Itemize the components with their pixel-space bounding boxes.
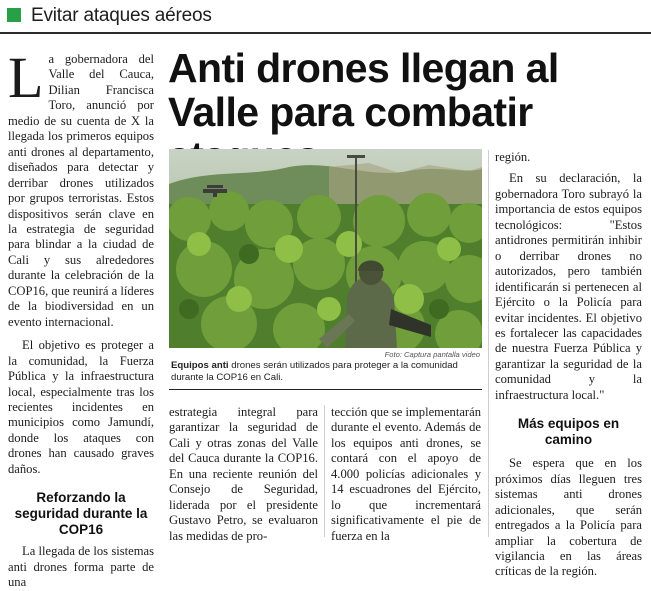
caption-divider [169,389,482,390]
subhead-more-equipment: Más equipos en camino [517,416,620,448]
right-paragraph-1: región. [495,150,531,164]
news-photo [169,149,482,348]
caption-text: drones serán utilizados para proteger a la comunidad durante la COP16 en Cali. [171,360,458,383]
drop-cap: L [8,45,44,110]
middle-paragraph-1: estrategia integral para garantizar la seguridad de Cali y otras zonas del Valle del Cauca durante la COP16. En una reciente reunión del Consejo de Seguridad, liderada por el presidente Gustavo Petro, se evaluaron las medidas de pro- [169,405,318,543]
section-label: Evitar ataques aéreos [31,5,212,26]
headline: Anti drones llegan al Valle para combatir [168,45,559,135]
right-paragraph-2: En su declaración, la gobernadora Toro subrayó la importancia de estos equipos tecnológicos: "Estos antidrones permitirán inhibir o derribar drones no autorizados, pero también identificarán si pertenecen al Ejército o la Policía para evitar incidentes. El objetivo es fortalecer las capacidades de nuestra Fuerza Pública y garantizar la seguridad de la comunidad y la infraestructura local." [495,171,642,402]
caption-bold: Equipos anti [171,360,229,371]
section-marker [7,8,21,22]
middle-column-2 [331,405,481,544]
section-divider [0,32,651,34]
column-divider-right [488,150,489,537]
right-paragraph-3: Se espera que en los próximos días lleguen tres sistemas anti drones adicionales, que serán entregados a la Policía para ampliar la cobertura de vigilancia en las áreas críticas de la región. [495,456,642,579]
column-divider [324,405,325,537]
middle-column-1 [169,405,318,544]
subhead-cop16: Reforzando la seguridad durante la COP16 [14,490,148,538]
left-paragraph-3: La llegada de los sistemas anti drones forma parte de una [8,544,154,590]
photo-credit: Foto: Captura pantalla video [384,350,480,359]
photo-caption [171,360,481,383]
lead-text: a gobernadora del Valle del Cauca, Dilian Francisca Toro, anunció por medio de su cuenta de X la llegada los primeros equipos anti drones al departamento, diseñados para detectar y derribar drones utilizados por grupos terroristas. Estos dispositivos serán clave en la estrategia de seguridad para blindar a la ciudad de Cali y sus alrededores durante la celebración de la COP16, que reunirá a líderes de la biodiversidad en un evento internacional. [8,52,154,329]
left-column [8,45,154,591]
right-column [495,150,642,580]
left-paragraph-2: El objetivo es proteger a la comunidad, la Fuerza Pública y la infraestructura local, especialmente tras los recientes incidentes en municipios como Jamundí, donde los ataques con drones han causado graves daños. [8,338,154,476]
middle-paragraph-2: tección que se implementarán durante el evento. Además de los equipos anti drones, se contará con el apoyo de 4.000 policías adicionales y 14 escuadrones del Ejército, lo que incrementará significativamente el pie de fuerza en la [331,405,482,543]
lead-paragraph [8,45,154,330]
photo-illustration [169,149,482,348]
